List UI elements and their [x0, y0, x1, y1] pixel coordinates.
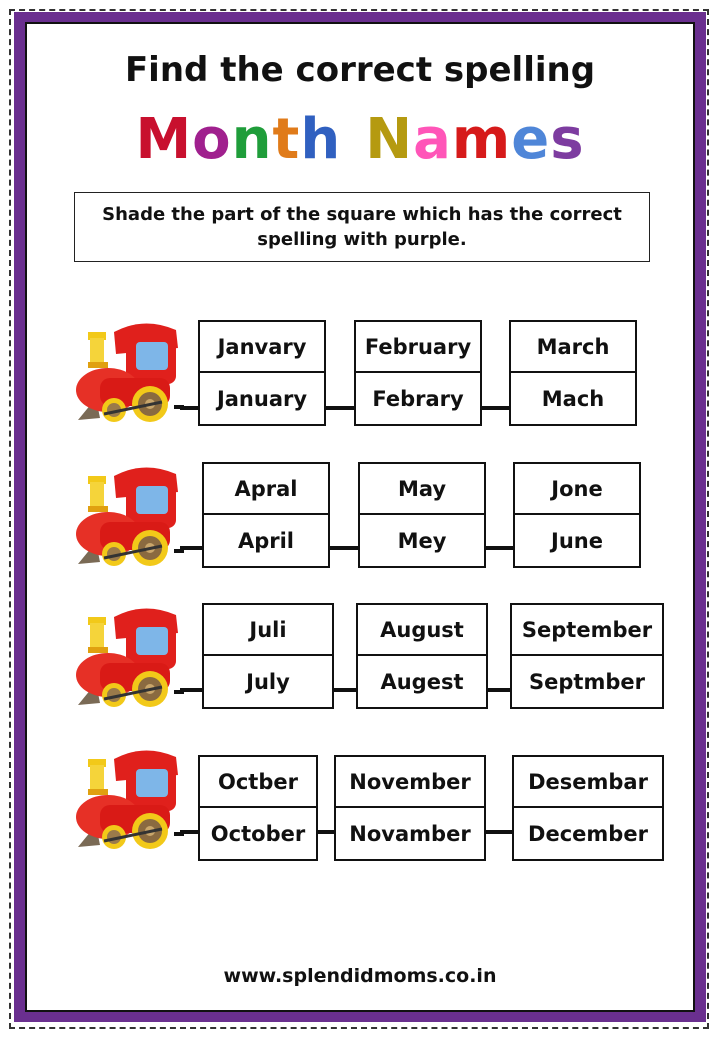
spelling-option-top[interactable]: March: [511, 322, 635, 373]
spelling-option-top[interactable]: February: [356, 322, 480, 373]
train-engine-icon: [74, 603, 184, 713]
heading-letter: o: [192, 107, 232, 172]
box-coupling: [488, 688, 510, 692]
train-engine-icon: [74, 318, 184, 428]
page-title: Find the correct spelling: [124, 50, 596, 90]
heading-letter: N: [365, 107, 414, 172]
train-coupling: [180, 830, 198, 834]
spelling-option-top[interactable]: Apral: [204, 464, 328, 515]
heading-letter: n: [231, 107, 273, 172]
train-coupling: [180, 688, 202, 692]
train-engine-icon: [74, 462, 184, 572]
spelling-box: [512, 755, 664, 861]
month-names-heading: [0, 107, 720, 172]
spelling-option-top[interactable]: Janvary: [200, 322, 324, 373]
spelling-option-bottom[interactable]: December: [528, 821, 648, 846]
spelling-option-bottom[interactable]: June: [551, 528, 603, 553]
spelling-box: [334, 755, 486, 861]
spelling-box: [198, 755, 318, 861]
spelling-box: [358, 462, 486, 568]
box-coupling: [318, 830, 334, 834]
heading-letter: e: [511, 107, 551, 172]
spelling-box: [354, 320, 482, 426]
spelling-box: [513, 462, 641, 568]
spelling-option-top[interactable]: Desembar: [514, 757, 662, 808]
spelling-option-top[interactable]: Juli: [204, 605, 332, 656]
spelling-option-bottom[interactable]: Mach: [541, 386, 605, 411]
train-engine-icon: [74, 745, 184, 855]
box-coupling: [486, 830, 512, 834]
spelling-option-bottom[interactable]: Augest: [380, 669, 464, 694]
box-coupling: [330, 546, 358, 550]
spelling-option-bottom[interactable]: Febrary: [372, 386, 464, 411]
heading-letter: t: [272, 107, 301, 172]
instruction-box: [74, 192, 650, 262]
spelling-box: [356, 603, 488, 709]
spelling-box: [510, 603, 664, 709]
spelling-option-top[interactable]: Jone: [515, 464, 639, 515]
spelling-box: [509, 320, 637, 426]
spelling-option-top[interactable]: August: [358, 605, 486, 656]
heading-letter: h: [300, 107, 342, 172]
spelling-option-bottom[interactable]: Mey: [397, 528, 447, 553]
spelling-option-bottom[interactable]: Septmber: [529, 669, 645, 694]
heading-letter: m: [451, 107, 512, 172]
spelling-box: [202, 462, 330, 568]
spelling-option-bottom[interactable]: July: [246, 669, 290, 694]
heading-letter: s: [550, 107, 585, 172]
box-coupling: [326, 406, 354, 410]
train-coupling: [180, 546, 202, 550]
spelling-option-bottom[interactable]: January: [216, 386, 308, 411]
spelling-box: [202, 603, 334, 709]
spelling-option-bottom[interactable]: October: [210, 821, 306, 846]
spelling-option-bottom[interactable]: April: [237, 528, 295, 553]
box-coupling: [482, 406, 509, 410]
spelling-option-top[interactable]: November: [336, 757, 484, 808]
spelling-option-top[interactable]: Octber: [200, 757, 316, 808]
instruction-text: Shade the part of the square which has the correct spelling with purple.: [102, 204, 622, 250]
spelling-box: [198, 320, 326, 426]
spelling-option-bottom[interactable]: Novamber: [349, 821, 471, 846]
footer-url: www.splendidmoms.co.in: [223, 965, 497, 987]
train-coupling: [180, 406, 198, 410]
spelling-option-top[interactable]: May: [360, 464, 484, 515]
heading-letter: a: [413, 107, 452, 172]
box-coupling: [334, 688, 356, 692]
box-coupling: [486, 546, 513, 550]
heading-letter: M: [135, 107, 193, 172]
spelling-option-top[interactable]: September: [512, 605, 662, 656]
